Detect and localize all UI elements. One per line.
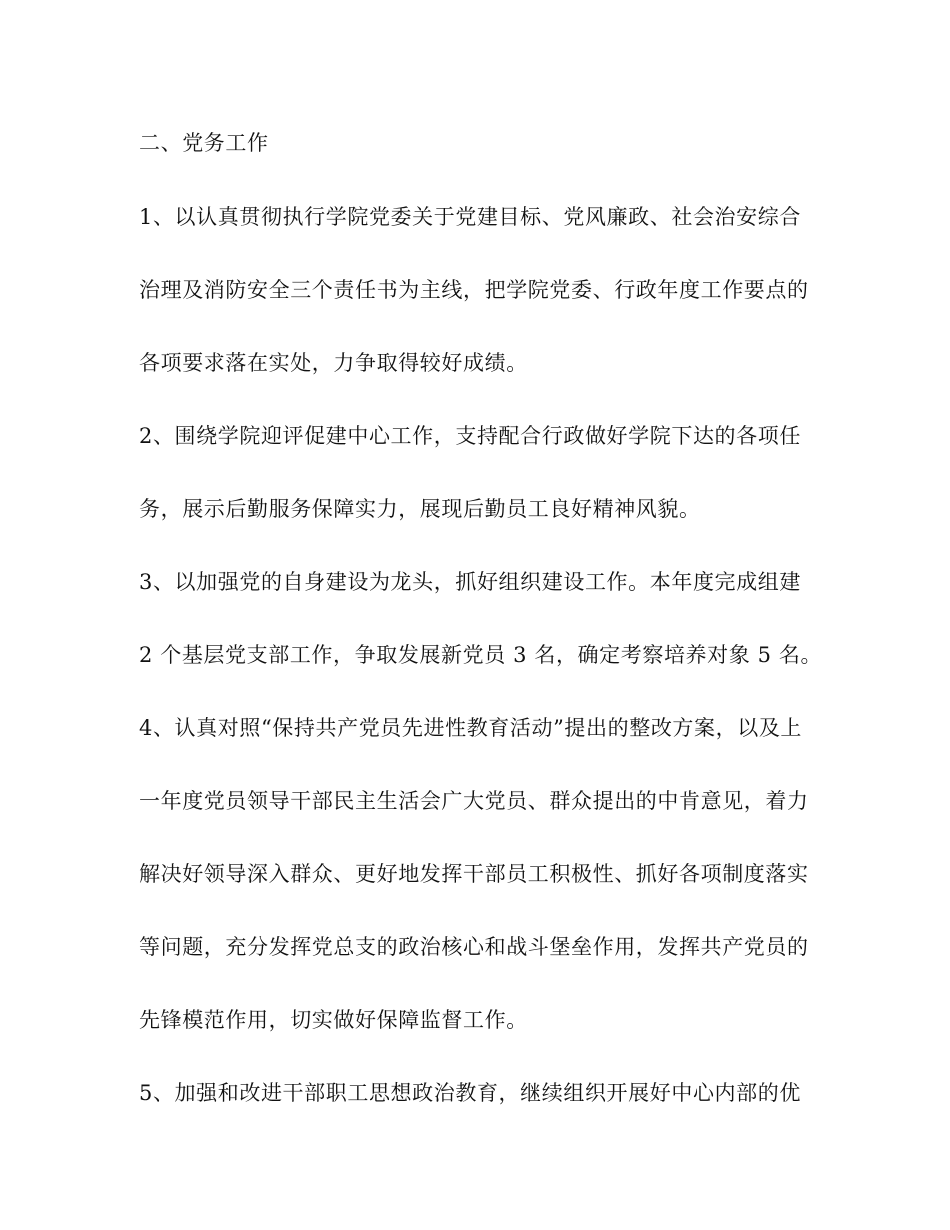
text-line: 4、认真对照“保持共产党员先进性教育活动”提出的整改方案，以及上: [139, 716, 803, 740]
section-heading: 二、党务工作: [139, 131, 269, 155]
text-line: 等问题，充分发挥党总支的政治核心和战斗堡垒作用，发挥共产党员的: [139, 935, 809, 959]
text-line: 3、以加强党的自身建设为龙头，抓好组织建设工作。本年度完成组建: [139, 570, 801, 594]
text-line: 5、加强和改进干部职工思想政治教育，继续组织开展好中心内部的优: [139, 1081, 801, 1105]
text-line: 一年度党员领导干部民主生活会广大党员、群众提出的中肯意见，着力: [139, 789, 809, 813]
text-line: 1、以认真贯彻执行学院党委关于党建目标、党风廉政、社会治安综合: [139, 205, 801, 229]
text-line: 先锋模范作用，切实做好保障监督工作。: [139, 1008, 528, 1032]
text-line: 各项要求落在实处，力争取得较好成绩。: [139, 351, 528, 375]
text-line: 解决好领导深入群众、更好地发挥干部员工积极性、抓好各项制度落实: [139, 862, 809, 886]
text-line: 务，展示后勤服务保障实力，展现后勤员工良好精神风貌。: [139, 497, 701, 521]
text-line: 2、围绕学院迎评促建中心工作，支持配合行政做好学院下达的各项任: [139, 424, 801, 448]
text-line: 2 个基层党支部工作，争取发展新党员 3 名，确定考察培养对象 5 名。: [139, 643, 823, 667]
text-line: 治理及消防安全三个责任书为主线，把学院党委、行政年度工作要点的: [139, 278, 809, 302]
